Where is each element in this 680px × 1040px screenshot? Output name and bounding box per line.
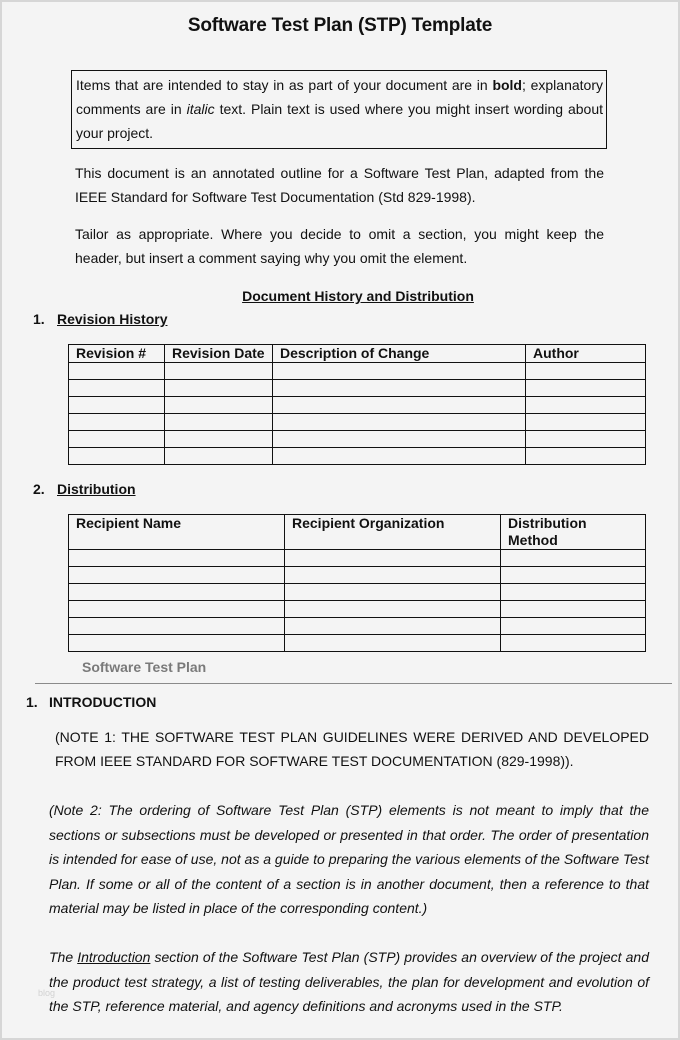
table-row [69, 414, 646, 431]
table-cell[interactable] [165, 397, 273, 414]
table-cell[interactable] [69, 397, 165, 414]
table-cell[interactable] [69, 380, 165, 397]
table-cell[interactable] [526, 380, 646, 397]
table-cell[interactable] [285, 601, 501, 618]
table-cell[interactable] [165, 431, 273, 448]
column-header-revision-number: Revision # [69, 345, 165, 363]
note-text-1: Items that are intended to stay in as part of your document are in [76, 77, 493, 93]
introduction-paragraph [49, 945, 649, 1019]
watermark-text: blog [38, 988, 56, 998]
table-cell[interactable] [526, 363, 646, 380]
note-italic-word: italic [186, 101, 215, 117]
table-row [69, 397, 646, 414]
table-cell[interactable] [69, 635, 285, 652]
table-cell[interactable] [526, 431, 646, 448]
table-row [69, 618, 646, 635]
table-row [69, 363, 646, 380]
table-row [69, 431, 646, 448]
table-cell[interactable] [165, 363, 273, 380]
section-number: 2. [33, 481, 45, 497]
table-cell[interactable] [526, 397, 646, 414]
section-title: INTRODUCTION [49, 694, 157, 710]
section-title: Distribution [57, 481, 136, 497]
section-number: 1. [33, 311, 45, 327]
table-cell[interactable] [285, 567, 501, 584]
table-row [69, 550, 646, 567]
section-title: Revision History [57, 311, 168, 327]
table-cell[interactable] [273, 414, 526, 431]
table-cell[interactable] [165, 414, 273, 431]
introduction-note-1: (NOTE 1: THE SOFTWARE TEST PLAN GUIDELINES WERE DERIVED AND DEVELOPED FROM IEEE STANDARD FOR SOFTWARE TEST DOCUMENTATION (829-1998)). [55, 729, 649, 769]
page-separator [35, 683, 672, 684]
table-cell[interactable] [273, 380, 526, 397]
distribution-heading [33, 481, 136, 497]
intro-paragraph-outline: This document is an annotated outline for a Software Test Plan, adapted from the IEEE Standard for Software Test Documentation (Std 829-1998). [75, 165, 604, 205]
table-cell[interactable] [69, 618, 285, 635]
table-row [69, 567, 646, 584]
table-header-row [69, 345, 646, 363]
introduction-term: Introduction [77, 949, 151, 965]
intro-paragraph-tailor: Tailor as appropriate. Where you decide to omit a section, you might keep the header, but insert a comment saying why you omit the element. [75, 226, 604, 266]
table-cell[interactable] [69, 567, 285, 584]
table-cell[interactable] [526, 414, 646, 431]
intro-para-prefix: The [49, 949, 78, 965]
introduction-note-2: (Note 2: The ordering of Software Test Plan (STP) elements is not meant to imply that the sections or subsections must be developed or presented in that order. The order of presentation is intended for ease of use, not as a guide to preparing the various elements of the Software Test Plan. If some or all of the content of a section is in another document, then a reference to that material may be listed in place of the corresponding content.) [49, 802, 649, 916]
column-header-recipient-name: Recipient Name [69, 515, 285, 550]
table-cell[interactable] [69, 414, 165, 431]
column-header-distribution-method: Distribution Method [501, 515, 646, 550]
document-title: Software Test Plan (STP) Template [187, 15, 493, 36]
table-cell[interactable] [285, 635, 501, 652]
table-cell[interactable] [501, 618, 646, 635]
conventions-note-box [71, 70, 607, 149]
table-cell[interactable] [273, 448, 526, 465]
table-cell[interactable] [501, 635, 646, 652]
table-cell[interactable] [273, 431, 526, 448]
table-cell[interactable] [69, 601, 285, 618]
table-row [69, 380, 646, 397]
distribution-table [68, 514, 646, 652]
table-cell[interactable] [273, 363, 526, 380]
note-text-2: ; explanatory comments are in [76, 77, 603, 117]
table-cell[interactable] [501, 550, 646, 567]
column-header-description: Description of Change [273, 345, 526, 363]
note-text-3: text. Plain text is used where you might insert wording about your project. [76, 101, 604, 141]
table-cell[interactable] [285, 618, 501, 635]
table-row [69, 635, 646, 652]
introduction-heading [26, 694, 156, 710]
table-row [69, 601, 646, 618]
table-cell[interactable] [165, 380, 273, 397]
table-cell[interactable] [501, 567, 646, 584]
table-cell[interactable] [526, 448, 646, 465]
page-footer-label: Software Test Plan [82, 659, 207, 675]
column-header-author: Author [526, 345, 646, 363]
column-header-recipient-organization: Recipient Organization [285, 515, 501, 550]
table-cell[interactable] [285, 584, 501, 601]
revision-history-heading [33, 311, 167, 327]
table-header-row [69, 515, 646, 550]
table-cell[interactable] [165, 448, 273, 465]
table-row [69, 448, 646, 465]
table-cell[interactable] [69, 584, 285, 601]
table-cell[interactable] [273, 397, 526, 414]
intro-para-suffix: section of the Software Test Plan (STP) provides an overview of the project and the product test strategy, a list of testing deliverables, the plan for development and evolution of the STP, reference material, and agency definitions and acronyms used in the STP. [49, 949, 650, 1014]
table-cell[interactable] [69, 448, 165, 465]
table-row [69, 584, 646, 601]
section-number: 1. [26, 694, 38, 710]
table-cell[interactable] [501, 584, 646, 601]
table-cell[interactable] [285, 550, 501, 567]
table-cell[interactable] [501, 601, 646, 618]
revision-history-table [68, 344, 646, 465]
history-distribution-heading: Document History and Distribution [242, 288, 474, 304]
table-cell[interactable] [69, 431, 165, 448]
table-cell[interactable] [69, 550, 285, 567]
note-bold-word: bold [492, 77, 522, 93]
table-cell[interactable] [69, 363, 165, 380]
column-header-revision-date: Revision Date [165, 345, 273, 363]
